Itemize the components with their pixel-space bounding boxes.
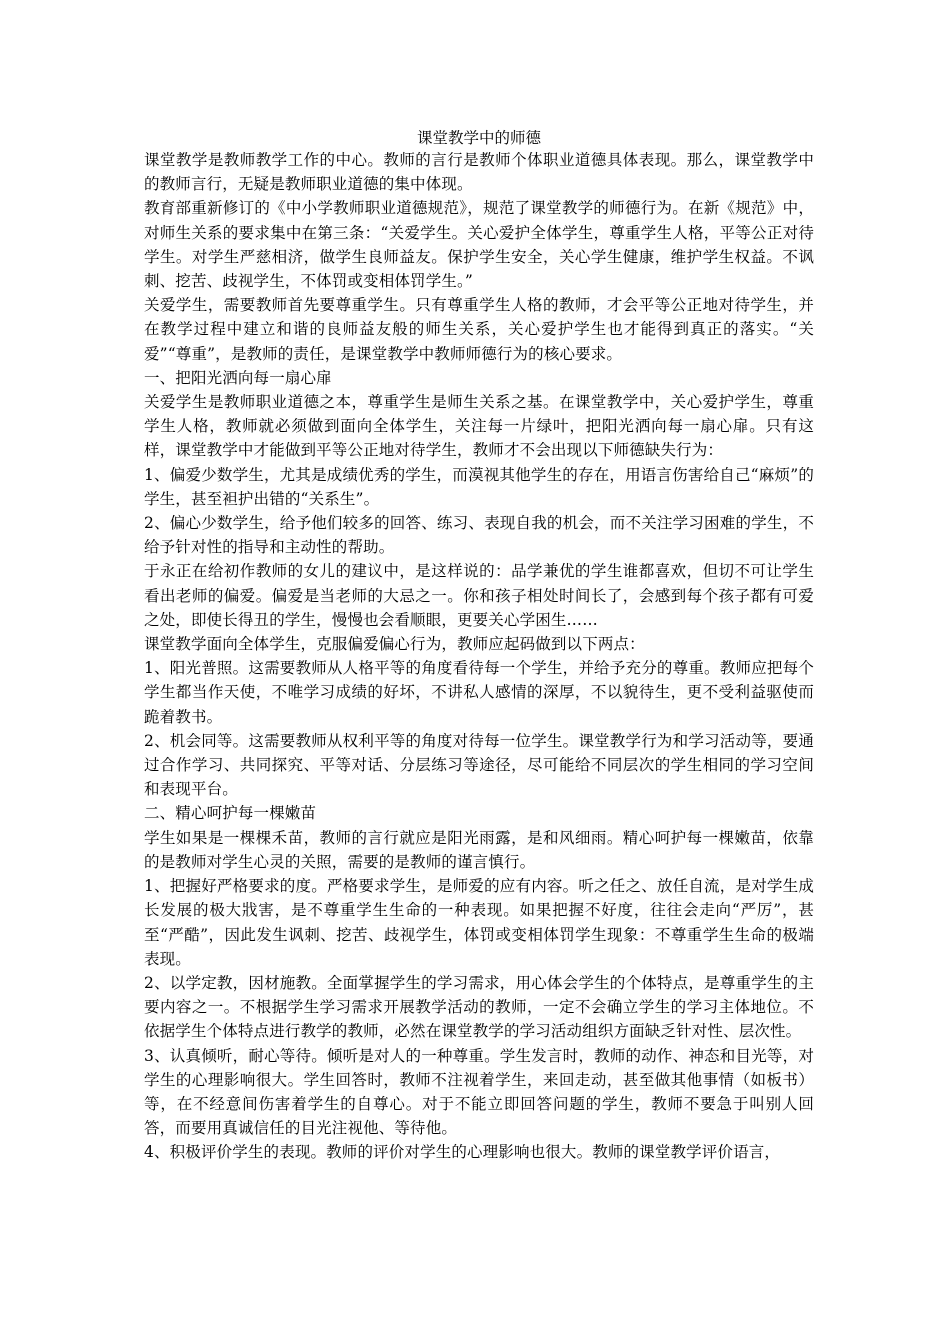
paragraph-care-respect: 关爱学生，需要教师首先要尊重学生。只有尊重学生人格的教师，才会平等公正地对待学生，并在教学过程中建立和谐的良师益友般的师生关系，关心爱护学生也才能得到真正的落实。“关爱”“尊重”，是教师的责任，是课堂教学中教师师德行为的核心要求。 [144, 296, 814, 363]
list-item-strictness: 1、把握好严格要求的度。严格要求学生，是师爱的应有内容。听之任之、放任自流，是对学生成长发展的极大戕害，是不尊重学生生命的一种表现。如果把握不好度，往往会走向“严厉”，甚至“严酷”，因此发生讽刺、挖苦、歧视学生，体罚或变相体罚学生现象：不尊重学生生命的极端表现。 [144, 877, 814, 968]
paragraph-code-of-ethics: 教育部重新修订的《中小学教师职业道德规范》，规范了课堂教学的师德行为。在新《规范》中，对师生关系的要求集中在第三条：“关爱学生。关心爱护全体学生，尊重学生人格，平等公正对待学生。对学生严慈相济，做学生良师益友。保护学生安全，关心学生健康，维护学生权益。不讽刺、挖苦、歧视学生，不体罚或变相体罚学生。” [144, 199, 814, 291]
list-item-equal-opportunity: 2、机会同等。这需要教师从权利平等的角度对待每一位学生。课堂教学行为和学习活动等，要通过合作学习、共同探究、平等对话、分层练习等途径，尽可能给不同层次的学生相同的学习空间和表现平台。 [144, 731, 814, 799]
list-item-teach-by-learning: 2、以学定教，因材施教。全面掌握学生的学习需求，用心体会学生的个体特点，是尊重学生的主要内容之一。不根据学生学习需求开展教学活动的教师，一定不会确立学生的学习主体地位。不依据学生个体特点进行教学的教师，必然在课堂教学的学习活动组织方面缺乏针对性、层次性。 [144, 973, 814, 1041]
paragraph-two-points: 课堂教学面向全体学生，克服偏爱偏心行为，教师应起码做到以下两点： [144, 635, 645, 654]
section-heading-2: 二、精心呵护每一棵嫩苗 [144, 804, 317, 823]
paragraph-section-1-intro: 关爱学生是教师职业道德之本，尊重学生是师生关系之基。在课堂教学中，关心爱护学生，尊重学生人格，教师就必须做到面向全体学生，关注每一片绿叶，把阳光洒向每一扇心扉。只有这样，课堂教学中才能做到平等公正地对待学生，教师才不会出现以下师德缺失行为： [144, 393, 814, 460]
paragraph-yu-yongzheng: 于永正在给初作教师的女儿的建议中，是这样说的：品学兼优的学生谁都喜欢，但切不可让学生看出老师的偏爱。偏爱是当老师的大忌之一。你和孩子相处时间长了，会感到每个孩子都有可爱之处，即使长得丑的学生，慢慢也会看顺眼，更要关心学困生…… [144, 562, 814, 629]
document-page [144, 128, 814, 1165]
list-item-positive-evaluation: 4、积极评价学生的表现。教师的评价对学生的心理影响也很大。教师的课堂教学评价语言， [144, 1143, 781, 1162]
list-item-favoritism: 1、偏爱少数学生，尤其是成绩优秀的学生，而漠视其他学生的存在，用语言伤害给自己“麻烦”的学生，甚至袒护出错的“关系生”。 [144, 465, 814, 508]
list-item-listen-patiently: 3、认真倾听，耐心等待。倾听是对人的一种尊重。学生发言时，教师的动作、神态和目光等，对学生的心理影响很大。学生回答时，教师不注视着学生，来回走动，甚至做其他事情（如板书）等，在不经意间伤害着学生的自尊心。对于不能立即回答问题的学生，教师不要急于叫别人回答，而要用真诚信任的目光注视他、等待他。 [144, 1046, 814, 1138]
paragraph-section-2-intro: 学生如果是一棵棵禾苗，教师的言行就应是阳光雨露，是和风细雨。精心呵护每一棵嫩苗，依靠的是教师对学生心灵的关照，需要的是教师的谨言慎行。 [144, 828, 814, 871]
list-item-sunshine: 1、阳光普照。这需要教师从人格平等的角度看待每一个学生，并给予充分的尊重。教师应把每个学生都当作天使，不唯学习成绩的好坏，不讲私人感情的深厚，不以貌待生，更不受利益驱使而跪着教书。 [144, 659, 814, 726]
section-heading-1: 一、把阳光洒向每一扇心扉 [144, 368, 332, 387]
document-title: 课堂教学中的师德 [416, 129, 541, 147]
list-item-partiality: 2、偏心少数学生，给予他们较多的回答、练习、表现自我的机会，而不关注学习困难的学生，不给予针对性的指导和主动性的帮助。 [144, 514, 814, 557]
paragraph-intro: 课堂教学是教师教学工作的中心。教师的言行是教师个体职业道德具体表现。那么，课堂教学中的教师言行，无疑是教师职业道德的集中体现。 [144, 151, 814, 194]
